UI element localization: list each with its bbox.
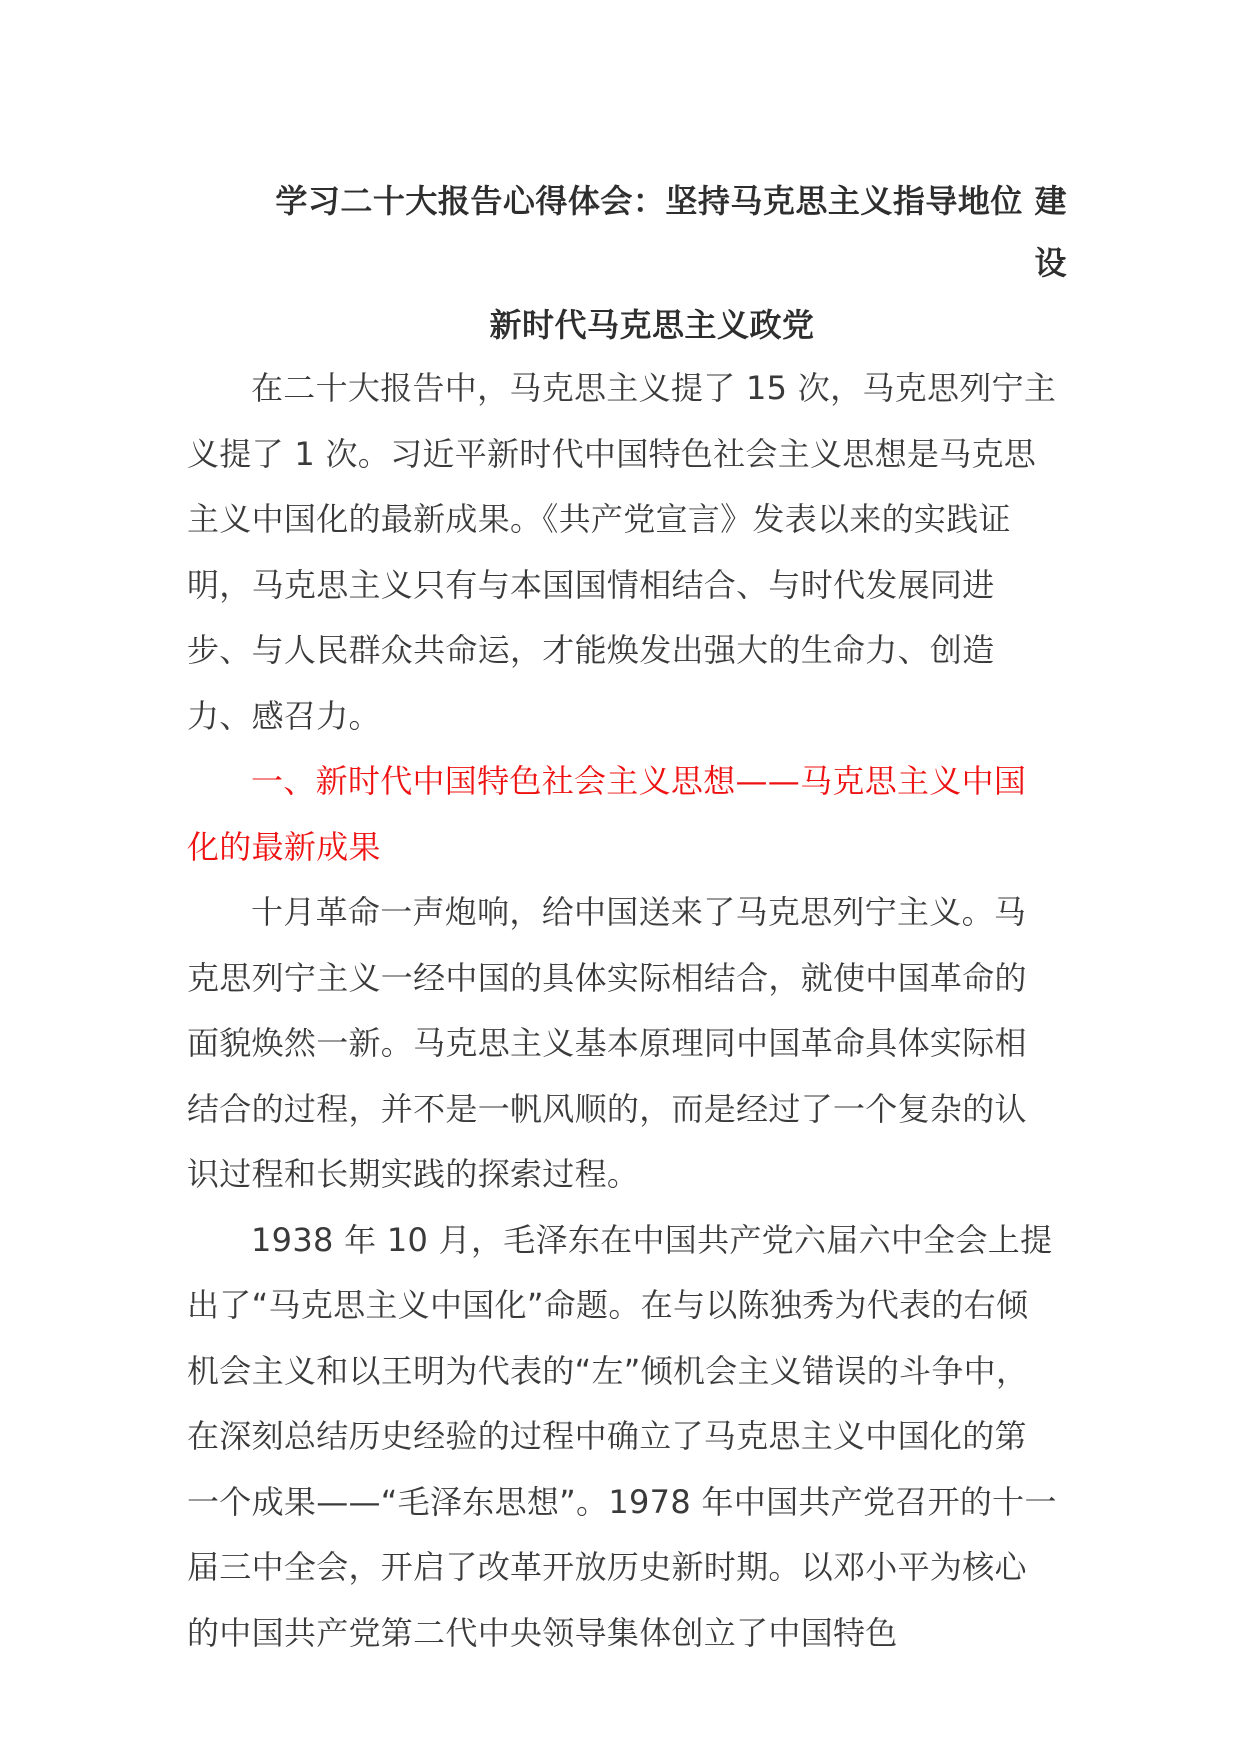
section-heading-1: 一、新时代中国特色社会主义思想——马克思主义中国化的最新成果 (187, 762, 1027, 866)
document-title (187, 170, 1067, 356)
title-line-1: 学习二十大报告心得体会：坚持马克思主义指导地位 建设 (275, 182, 1067, 282)
paragraph-1938: 1938 年 10 月，毛泽东在中国共产党六届六中全会上提出了“马克思主义中国化”命题。在与以陈独秀为代表的右倾机会主义和以王明为代表的“左”倾机会主义错误的斗争中，在深刻总结历史经验的过程中确立了马克思主义中国化的第一个成果——“毛泽东思想”。1978 年中国共产党召开的十一届三中全会，开启了改革开放历史新时期。以邓小平为核心的中国共产党第二代中央领导集体创立了中国特色 (187, 1220, 1057, 1652)
paragraph-october-revolution: 十月革命一声炮响，给中国送来了马克思列宁主义。马克思列宁主义一经中国的具体实际相结合，就使中国革命的面貌焕然一新。马克思主义基本原理同中国革命具体实际相结合的过程，并不是一帆风顺的，而是经过了一个复杂的认识过程和长期实践的探索过程。 (187, 893, 1027, 1193)
paragraph-intro: 在二十大报告中，马克思主义提了 15 次，马克思列宁主义提了 1 次。习近平新时代中国特色社会主义思想是马克思主义中国化的最新成果。《共产党宣言》发表以来的实践证明，马克思主义只有与本国国情相结合、与时代发展同进步、与人民群众共命运，才能焕发出强大的生命力、创造力、感召力。 (187, 369, 1057, 735)
title-line-2: 新时代马克思主义政党 (489, 306, 815, 344)
document-body (187, 170, 1067, 1666)
